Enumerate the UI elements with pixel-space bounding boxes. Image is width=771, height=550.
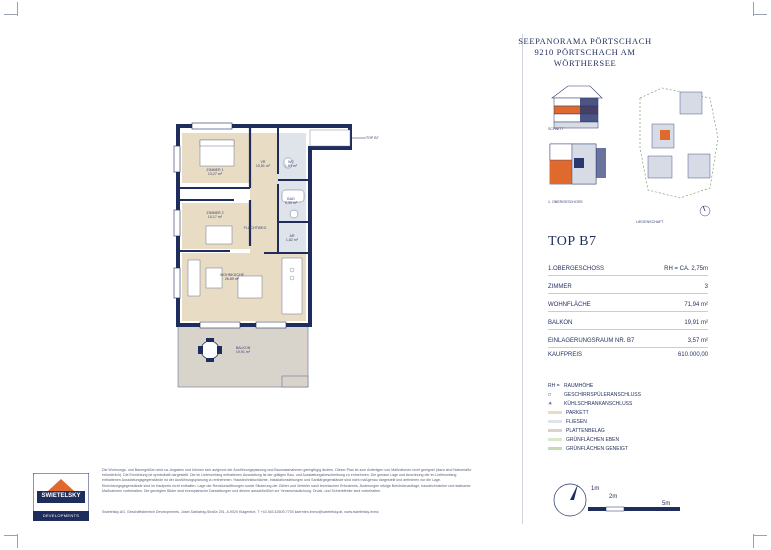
company-address: Swietelsky AG, Geschäftsbereich Developments, Josef-Sablatnig-Straße 251, A-9020 Klagenfurt, T +43 463 42609-7700 kaernten.immo@swietelsky.at, www.swietelsky.immo: [102, 510, 379, 514]
room-area: 1,89 m²: [284, 164, 298, 169]
project-title-line2: 9210 PÖRTSCHACH AM WÖRTHERSEE: [534, 47, 636, 68]
parquet-swatch: [548, 411, 562, 414]
unit-floor: 1.OBERGESCHOSS: [548, 266, 605, 272]
location-minimaps: [540, 78, 730, 228]
legend-text: GESCHIRRSPÜLERANSCHLUSS: [564, 392, 641, 398]
fluchtweg-label: FLUCHTWEG: [243, 226, 267, 230]
room-name: ZIMMER 2: [206, 211, 224, 215]
scale-label-5m: 5m: [662, 501, 671, 507]
scale-label-2m: 2m: [609, 494, 618, 500]
legend-item: [548, 391, 641, 400]
column-divider: [522, 34, 523, 524]
row-label: EINLAGERUNGSRAUM NR. B7: [548, 338, 635, 344]
room-name: WOHNKÜCHE: [220, 273, 244, 277]
row-label: WOHNFLÄCHE: [548, 302, 591, 308]
unit-floor-row: [548, 263, 708, 276]
room-name: BAD: [287, 197, 295, 201]
site-minimap: [640, 88, 718, 216]
crop-mark: [4, 14, 18, 15]
legend-text: PLATTENBELAG: [566, 428, 605, 434]
top-ref-label: TOP B7: [366, 136, 379, 140]
legend-item: [548, 427, 641, 436]
unit-room-height: RH = CA. 2,75m: [664, 266, 708, 272]
unit-storage-row: [548, 335, 708, 348]
fridge-icon: ✳: [548, 401, 553, 407]
green-flat-swatch: [548, 438, 562, 441]
legend-item: [548, 400, 641, 409]
room-label-bad: [280, 197, 302, 206]
room-name: VR: [260, 160, 266, 164]
room-area: 26,89 m²: [224, 277, 240, 282]
project-title-line1: SEEPANORAMA PÖRTSCHACH: [518, 36, 652, 46]
crop-mark: [753, 534, 754, 548]
crop-mark: [753, 2, 754, 16]
logo-text: SWIETELSKY: [41, 493, 81, 499]
crop-mark: [4, 535, 18, 536]
row-value: 19,91 m²: [684, 320, 708, 326]
legend-text: GRÜNFLÄCHEN GENEIGT: [566, 446, 628, 452]
schnitt-diagram: [552, 86, 602, 128]
row-value: 3,57 m²: [687, 338, 708, 344]
room-name: ZIMMER 1: [206, 168, 224, 172]
logo-subtext: DEVELOPMENTS: [42, 513, 80, 518]
legend-text: RAUMHÖHE: [564, 383, 594, 389]
unit-price-row: [548, 349, 708, 361]
legend-text: PARKETT: [566, 410, 589, 416]
legend-item: [548, 445, 641, 454]
crop-mark: [753, 535, 767, 536]
row-label: ZIMMER: [548, 284, 572, 290]
row-value: 3: [704, 284, 708, 290]
room-label-ar: [284, 234, 300, 243]
room-area: 10,51 m²: [255, 164, 271, 169]
legend-symbol: RH =: [548, 383, 560, 389]
room-label-zimmer2: [200, 211, 230, 220]
room-label-vr: [252, 160, 274, 169]
row-value: 71,94 m²: [684, 302, 708, 308]
site-minimap-label: LIEGENSCHAFT: [636, 220, 664, 224]
dishwasher-icon: □: [548, 392, 552, 398]
legend-text: GRÜNFLÄCHEN EBEN: [566, 437, 620, 443]
disclaimer-text: Die Wohnungs- und Baumgrößen sind ca. Angaben und können sich aufgrund der Ausführungsplanung und Baumassnahmen geringfügig ändern. Dieser Plan ist zum Anfertigen von Maßnahmen nicht geeignet (dazu sind Naturmaße erforderlich). Die Einrichtung ist symbolhaft dargestellt. Die im Lieferumfang enthaltenen Ausstattung ist der gültigen Bau- und Ausstattungsbeschreibung zu entnehmen. Die genaue Lage und Anordnung der im Lieferumfang enthaltenen Ausstattungsgegenstände ist der Ausführungsplanung zu entnehmen. Haustechnikschächte, Installationsleitungen und Sanitärgegenstände sind nicht maßgenau dargestellt und definieren nur die Lage. Einrichtungsgegenstände sind im Kaufpreis nicht enthalten. Lage der Revisionsöffnungen sowie Situierung der Zähler und Verteiler nach technischen Erfordernis. Änderungen infolge Behördenauflage, haustechnischer und statischer Maßnahmen vorbehalten. Die geneigten Bilder sind exemplarische Darstellungen und dienen ausschließlich zur Veranschaulichung. Druck- und Schreibfehler sind vorbehalten.: [102, 468, 472, 493]
legend-item: [548, 382, 641, 391]
room-label-wc: [280, 160, 302, 169]
crop-mark: [17, 2, 18, 16]
room-area: 13,27 m²: [207, 172, 223, 177]
unit-balcony-row: [548, 317, 708, 330]
room-area: 1,82 m²: [285, 238, 299, 243]
room-name: BALKON: [235, 346, 251, 350]
room-area: 19,91 m²: [235, 350, 251, 355]
schnitt-label: SCHNITT: [548, 127, 564, 131]
unit-title: TOP B7: [548, 234, 597, 249]
scale-and-north: [548, 478, 698, 523]
project-title: [505, 36, 665, 69]
unit-area-row: [548, 299, 708, 312]
room-label-zimmer1: [200, 168, 230, 177]
legend-item: [548, 418, 641, 427]
legend-text: FLIESEN: [566, 419, 587, 425]
room-name: AR: [289, 234, 295, 238]
tiles-swatch: [548, 420, 562, 423]
unit-rooms-row: [548, 281, 708, 294]
crop-mark: [17, 534, 18, 548]
paving-swatch: [548, 429, 562, 432]
room-area: 10,17 m²: [207, 215, 223, 220]
green-sloped-swatch: [548, 447, 562, 450]
room-label-balkon: [228, 346, 258, 355]
scale-label-1m: 1m: [591, 486, 600, 492]
floor-minimap-label: 1. OBERGESCHOSS: [548, 200, 583, 204]
legend-text: KÜHLSCHRANKANSCHLUSS: [564, 401, 633, 407]
room-name: WC: [288, 160, 294, 164]
floor-minimap: [550, 144, 606, 184]
room-area: 5,39 m²: [284, 201, 298, 206]
legend-item: [548, 409, 641, 418]
legend: [548, 382, 641, 454]
row-label: KAUFPREIS: [548, 352, 583, 358]
crop-mark: [753, 14, 767, 15]
legend-item: [548, 436, 641, 445]
room-label-wohnkueche: [214, 273, 250, 282]
row-label: BALKON: [548, 320, 573, 326]
row-value: 610.000,00: [677, 352, 708, 358]
